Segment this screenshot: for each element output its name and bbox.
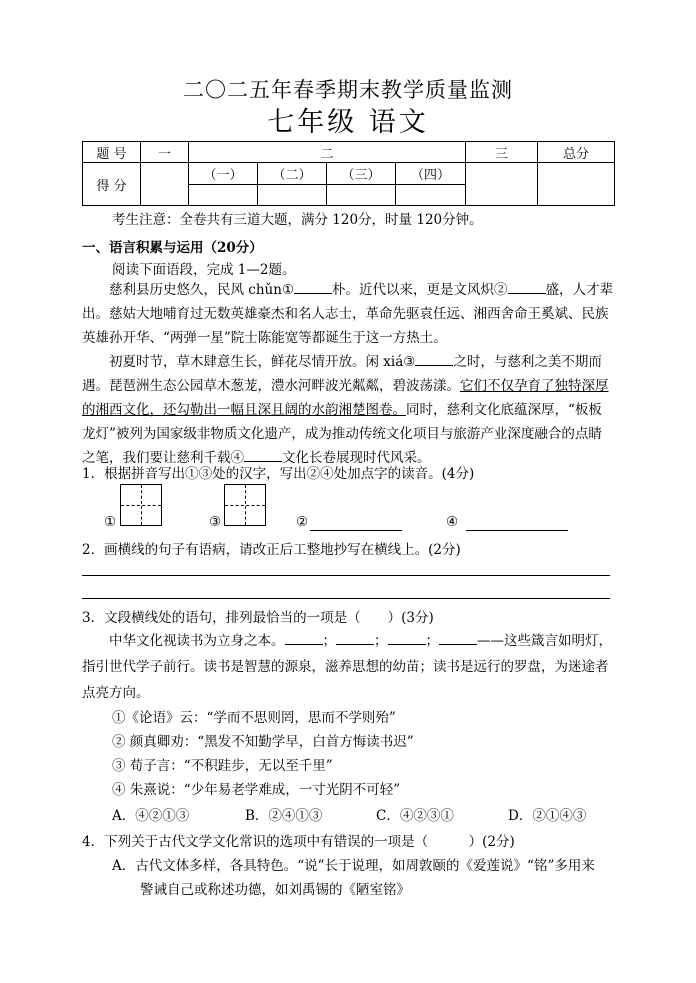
score-cell-sub1[interactable] [189, 184, 258, 206]
underlined-sentence: 它们不仅孕育了独特深厚的湘西文化，还勾勒出一幅且深且阔的水韵湘楚图卷。 [82, 378, 609, 418]
q3-item-3: ③ 荀子言：“不积跬步，无以至千里” [112, 758, 333, 774]
q1-answer-line-4[interactable] [466, 530, 568, 531]
score-header-part3: 三 [466, 142, 538, 163]
q3-option-c[interactable]: C．④②③① [376, 808, 454, 824]
blank-2 [508, 281, 546, 294]
section1-heading: 一、语言积累与运用（20分） [82, 240, 263, 256]
score-cell-sub4[interactable] [396, 184, 466, 206]
passage-p2-d: 文化长卷展现时代风采。 [282, 450, 431, 466]
q3-blank-4 [439, 632, 477, 645]
passage-p2-c: 同时，慈利文化底蕴深厚，“板板龙灯”被列为国家级非物质文化遗产，成为推动传统文化项目与旅游产业深度融合的点睛之笔，我们要让慈利千载④ [82, 402, 602, 466]
blank-3 [415, 353, 453, 366]
score-header-part1: 一 [141, 142, 189, 163]
q3-passage-b: ——这些箴言如明灯，指引世代学子前行。读书是智慧的源泉，滋养思想的幼苗；读书是远行的罗盘，为迷途者点亮方向。 [82, 633, 612, 701]
sub-part-4: （四） [396, 163, 466, 185]
score-cell-sub2[interactable] [258, 184, 327, 206]
q1-answer-box-1[interactable] [120, 484, 162, 526]
q1-label-2: ② [296, 514, 309, 530]
passage-p1-c: 盛，人才辈出。慈姑大地哺育过无数英雄豪杰和名人志士，革命先驱袁任远、湘西舍命王奚斌、民族英雄孙开华、“两弹一星”院士陈能宽等都诞生于这一方热土。 [82, 282, 614, 346]
q3-item-1: ①《论语》云：“学而不思则罔，思而不学则殆” [112, 710, 396, 726]
q3-blank-3 [388, 632, 426, 645]
passage-p1-b: 朴。近代以来，更是文风炽② [332, 282, 508, 298]
question-2-stem: 2．画横线的句子有语病，请改正后工整地抄写在横线上。(2分) [82, 542, 461, 558]
q4-option-a-line2[interactable]: 警诫自己或称述功德，如刘禹锡的《陋室铭》 [140, 882, 410, 898]
passage-p2-b: 之时，与慈利之美不期而遇。琵琶洲生态公园草木葱茏，澧水河畔波光粼粼，碧波荡漾。 [82, 354, 602, 394]
score-cell-part1[interactable] [141, 163, 189, 206]
sub-part-1: （一） [189, 163, 258, 185]
q2-answer-line-1[interactable] [82, 575, 610, 576]
exam-notice: 考生注意：全卷共有三道大题，满分 120分，时量 120分钟。 [112, 212, 483, 228]
q1-label-1: ① [104, 514, 117, 530]
q3-option-a[interactable]: A．④②①③ [112, 808, 190, 824]
q1-label-4: ④ [446, 514, 459, 530]
question-1-stem: 1．根据拼音写出①③处的汉字，写出②④处加点字的读音。(4分) [82, 466, 475, 482]
score-header-part2: 二 [189, 142, 466, 163]
score-cell-total[interactable] [538, 163, 615, 206]
q3-blank-1 [285, 632, 323, 645]
score-cell-part3[interactable] [466, 163, 538, 206]
score-table [82, 141, 615, 206]
q3-passage-a: 中华文化视读书为立身之本。 [109, 633, 285, 649]
passage-p2-a: 初夏时节，草木肆意生长，鲜花尽情开放。闲 xiá③ [109, 354, 416, 370]
q4-option-a-line1[interactable]: A．古代文体多样，各具特色。“说”长于说理，如周敦颐的《爱莲说》“铭”多用来 [112, 858, 595, 874]
q3-blank-2 [336, 632, 374, 645]
q2-answer-line-2[interactable] [82, 598, 610, 599]
sub-part-3: （三） [327, 163, 396, 185]
q3-option-b[interactable]: B．②④①③ [245, 808, 323, 824]
q1-label-3: ③ [209, 514, 222, 530]
q1-answer-box-3[interactable] [224, 484, 266, 526]
sub-part-2: （二） [258, 163, 327, 185]
blank-1 [294, 281, 332, 294]
passage-paragraph-2 [82, 350, 614, 470]
score-header-total: 总分 [538, 142, 615, 163]
q3-option-d[interactable]: D．②①④③ [508, 808, 587, 824]
passage-paragraph-1 [82, 278, 614, 350]
score-row-label: 得 分 [83, 163, 141, 206]
section1-intro: 阅读下面语段，完成 1—2题。 [112, 262, 296, 278]
blank-4 [244, 449, 282, 462]
q1-answer-line-2[interactable] [310, 530, 402, 531]
score-cell-sub3[interactable] [327, 184, 396, 206]
exam-title: 二〇二五年春季期末教学质量监测 [183, 78, 513, 102]
exam-subject: 七年级 语文 [267, 107, 429, 138]
question-3-stem: 3．文段横线处的语句，排列最恰当的一项是（ ）(3分) [82, 610, 434, 626]
question-4-stem: 4．下列关于古代文学文化常识的选项中有错误的一项是（ ）(2分) [82, 834, 515, 850]
score-header-label: 题 号 [83, 142, 141, 163]
q3-item-4: ④ 朱熹说：“少年易老学难成，一寸光阴不可轻” [112, 782, 401, 798]
passage-p1-a: 慈利县历史悠久，民风 chǔn① [109, 282, 295, 298]
q3-passage: 中华文化视读书为立身之本。 ； ； ； ——这些箴言如明灯，指引世代学子前行。读书是智慧的源泉，滋养思想的幼苗；读书是远行的罗盘，为迷途者点亮方向。 [82, 633, 612, 701]
q3-item-2: ② 颜真卿劝：“黑发不知勤学早，白首方悔读书迟” [112, 734, 414, 750]
